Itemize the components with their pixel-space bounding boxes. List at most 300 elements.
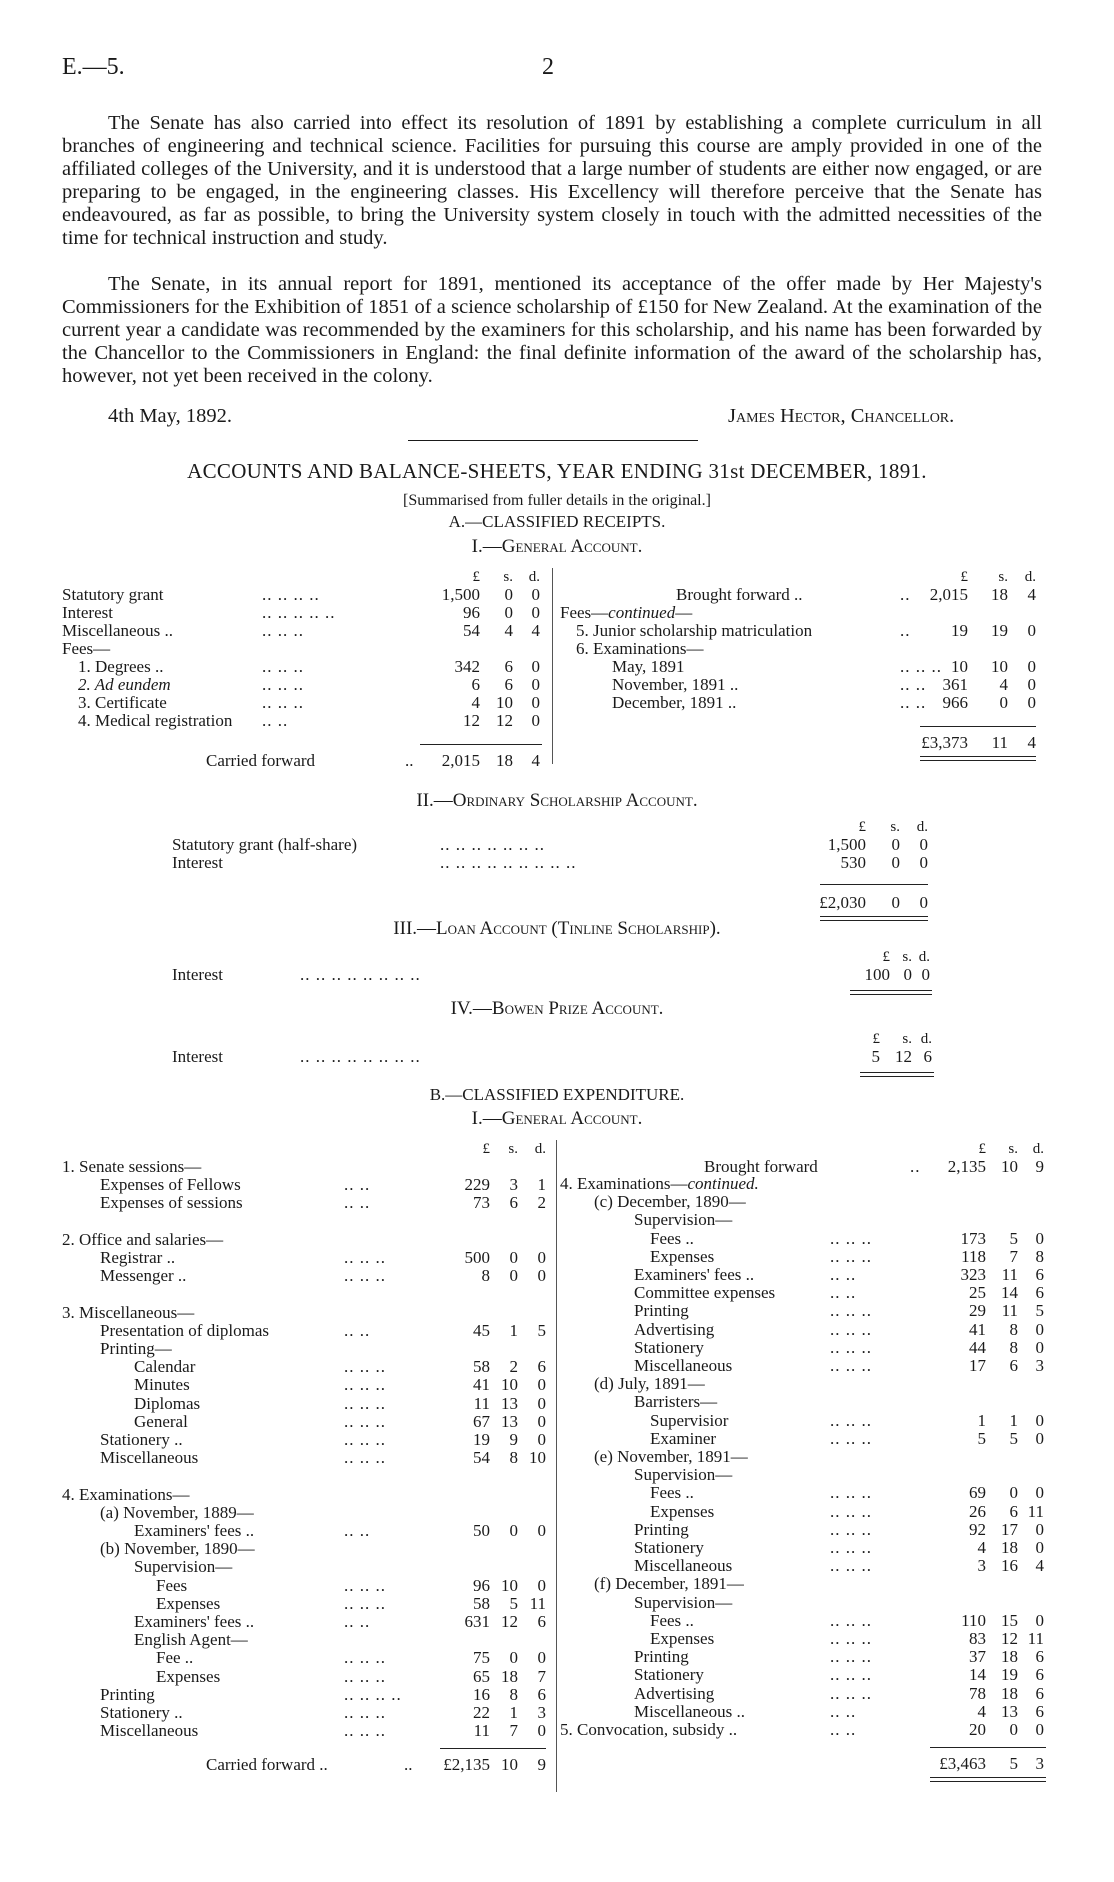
- receipts-left-row-5-pence: 0: [531, 675, 540, 694]
- receipts-right-row-2-shillings: 19: [991, 621, 1008, 640]
- receipts-left-pounds-header: £: [472, 569, 480, 585]
- expenditure-right-row-22-pounds: 3: [977, 1556, 986, 1575]
- loan-heading: III.—Loan Account (Tinline Scholarship).: [393, 918, 721, 939]
- bowen-row-label: Interest: [172, 1047, 223, 1066]
- expenditure-left-row-24-label: Expenses: [156, 1594, 221, 1613]
- expenditure-left-row-20-pounds: 50: [473, 1521, 490, 1540]
- expenditure-right-row-23-label: (f) December, 1891—: [594, 1574, 744, 1593]
- expenditure-right-row-31-pence: 0: [1035, 1720, 1044, 1739]
- expenditure-left-row-2-shillings: 6: [509, 1193, 518, 1212]
- expenditure-right-row-26-pence: 11: [1027, 1629, 1044, 1648]
- expenditure-left-row-19-label: (a) November, 1889—: [100, 1503, 254, 1522]
- expenditure-left-row-12-label: Minutes: [134, 1375, 190, 1394]
- expenditure-right-row-15-label: Examiner: [650, 1429, 717, 1448]
- receipts-right-row-2-pounds: 19: [951, 621, 968, 640]
- expenditure-left-row-11-pence: 6: [537, 1357, 546, 1376]
- expenditure-right-row-26-pounds: 83: [969, 1629, 986, 1648]
- expenditure-heading: B.—CLASSIFIED EXPENDITURE.: [429, 1085, 685, 1104]
- receipts-left-row-2-shillings: 4: [504, 621, 513, 640]
- expenditure-right-row-18-pence: 0: [1035, 1483, 1044, 1502]
- expenditure-left-row-13-leader: .. .. ..: [344, 1394, 386, 1413]
- expenditure-right-row-10-pence: 0: [1035, 1338, 1044, 1357]
- receipts-right-row-1-label: Fees—continued—: [560, 603, 693, 622]
- loan-row-pence: 0: [921, 965, 930, 984]
- receipts-left-carried-leader: ..: [405, 751, 414, 770]
- scholarship-total-rule-2: [820, 920, 928, 921]
- expenditure-left-row-16-leader: .. .. ..: [344, 1448, 386, 1467]
- expenditure-right-row-29-shillings: 18: [1001, 1684, 1018, 1703]
- expenditure-left-row-9-pence: 5: [537, 1321, 546, 1340]
- expenditure-left-row-4-label: 2. Office and salaries—: [62, 1230, 224, 1249]
- receipts-left-carried-label: Carried forward: [206, 751, 316, 770]
- receipts-left-row-3-label: Fees—: [62, 639, 111, 658]
- scholarship-row-1-shillings: 0: [891, 853, 900, 872]
- receipts-right-row-0-leader: ..: [900, 585, 911, 604]
- loan-row-leader: .. .. .. .. .. .. .. ..: [300, 965, 421, 984]
- scholarship-row-0-leader: .. .. .. .. .. .. ..: [440, 835, 545, 854]
- expenditure-left-row-29-shillings: 8: [509, 1685, 518, 1704]
- expenditure-right-row-0-leader: ..: [910, 1157, 921, 1176]
- expenditure-left-row-14-label: General: [134, 1412, 188, 1431]
- expenditure-left-row-31-pence: 0: [537, 1721, 546, 1740]
- expenditure-left-row-15-pounds: 19: [473, 1430, 490, 1449]
- expenditure-right-row-10-label: Stationery: [634, 1338, 704, 1357]
- expenditure-right-row-9-label: Advertising: [634, 1320, 715, 1339]
- bowen-pounds-header: £: [872, 1031, 880, 1047]
- document-reference: E.—5.: [62, 54, 125, 80]
- expenditure-left-row-28-pence: 7: [537, 1667, 546, 1686]
- expenditure-right-row-24-label: Supervision—: [634, 1593, 733, 1612]
- scholarship-pence-header: d.: [916, 819, 928, 835]
- expenditure-right-row-14-pence: 0: [1035, 1411, 1044, 1430]
- expenditure-left-row-24-shillings: 5: [509, 1594, 518, 1613]
- receipts-left-row-6-shillings: 10: [496, 693, 513, 712]
- expenditure-right-row-28-pence: 6: [1035, 1665, 1044, 1684]
- expenditure-left-row-16-pence: 10: [529, 1448, 546, 1467]
- expenditure-left-row-9-shillings: 1: [509, 1321, 518, 1340]
- expenditure-right-row-18-leader: .. .. ..: [830, 1483, 872, 1502]
- scholarship-row-1-leader: .. .. .. .. .. .. .. .. ..: [440, 853, 577, 872]
- expenditure-right-row-10-shillings: 8: [1009, 1338, 1018, 1357]
- receipts-right-pounds-header: £: [960, 569, 968, 585]
- receipts-left-row-2-label: Miscellaneous ..: [62, 621, 173, 640]
- expenditure-right-total-pence: 3: [1035, 1754, 1044, 1773]
- expenditure-left-row-23-shillings: 10: [501, 1576, 518, 1595]
- receipts-left-row-5-pounds: 6: [471, 675, 480, 694]
- scholarship-row-0-label: Statutory grant (half-share): [172, 835, 358, 854]
- receipts-right-row-5-pence: 0: [1027, 675, 1036, 694]
- expenditure-left-row-29-pence: 6: [537, 1685, 546, 1704]
- expenditure-right-row-31-leader: .. ..: [830, 1720, 857, 1739]
- expenditure-right-row-27-leader: .. .. ..: [830, 1647, 872, 1666]
- expenditure-right-row-21-pounds: 4: [977, 1538, 986, 1557]
- expenditure-left-row-20-leader: .. ..: [344, 1521, 371, 1540]
- receipts-left-row-1-label: Interest: [62, 603, 113, 622]
- expenditure-right-row-2-label: (c) December, 1890—: [594, 1192, 746, 1211]
- expenditure-right-row-5-shillings: 7: [1009, 1247, 1018, 1266]
- loan-row-shillings: 0: [903, 965, 912, 984]
- expenditure-left-row-6-pounds: 8: [481, 1266, 490, 1285]
- expenditure-left-row-28-leader: .. .. ..: [344, 1667, 386, 1686]
- intro-paragraph-1: The Senate has also carried into effect its resolution of 1891 by establishing a complete curriculum in all branches of engineering and technical science. Facilities for pursuing this course are amply provided in one of the affiliated colleges of the University, and it is understood that a large number of students are either now engaged, or are preparing to be engaged, in the engineering classes. His Excellency will therefore perceive that the Senate has endeavoured, as far as possible, to bring the University system closely in touch with the admitted necessities of the time for technical instruction and study.: [62, 112, 1042, 249]
- receipts-left-row-7-pounds: 12: [463, 711, 480, 730]
- expenditure-left-row-15-pence: 0: [537, 1430, 546, 1449]
- expenditure-right-row-6-leader: .. ..: [830, 1265, 857, 1284]
- expenditure-left-row-29-leader: .. .. .. ..: [344, 1685, 402, 1704]
- receipts-right-row-4-pence: 0: [1027, 657, 1036, 676]
- expenditure-right-row-10-pounds: 44: [969, 1338, 986, 1357]
- receipts-left-row-4-pence: 0: [531, 657, 540, 676]
- scholarship-heading: II.—Ordinary Scholarship Account.: [416, 790, 698, 811]
- receipts-left-pence-header: d.: [528, 569, 540, 585]
- expenditure-right-row-1-label: 4. Examinations—continued.: [560, 1174, 759, 1193]
- receipts-right-row-2-pence: 0: [1027, 621, 1036, 640]
- expenditure-left-row-30-leader: .. .. ..: [344, 1703, 386, 1722]
- expenditure-left-row-10-label: Printing—: [100, 1339, 172, 1358]
- expenditure-left-row-24-leader: .. .. ..: [344, 1594, 386, 1613]
- bowen-total-rule-2: [860, 1076, 934, 1077]
- receipts-right-row-5-shillings: 4: [999, 675, 1008, 694]
- expenditure-right-row-30-pounds: 4: [977, 1702, 986, 1721]
- expenditure-right-row-30-shillings: 13: [1001, 1702, 1018, 1721]
- expenditure-right-row-14-label: Supervisior: [650, 1411, 729, 1430]
- expenditure-right-row-25-pounds: 110: [961, 1611, 986, 1630]
- expenditure-left-row-13-shillings: 13: [501, 1394, 518, 1413]
- expenditure-right-row-28-label: Stationery: [634, 1665, 704, 1684]
- expenditure-right-row-5-label: Expenses: [650, 1247, 715, 1266]
- expenditure-right-row-21-shillings: 18: [1001, 1538, 1018, 1557]
- expenditure-right-subtotal-rule: [930, 1747, 1046, 1748]
- bowen-shillings-header: s.: [902, 1031, 912, 1047]
- intro-paragraph-2: The Senate, in its annual report for 1891, mentioned its acceptance of the offer made by Her Majesty's Commissioners for the Exhibition of 1851 of a science scholarship of £150 for New Zealand. At the examination of the current year a candidate was recommended by the examiners for this scholarship, and his name has been forwarded by the Chancellor to the Commissioners in England: the final definite information of the award of the scholarship has, however, not yet been received in the colony.: [62, 273, 1042, 387]
- expenditure-left-row-30-label: Stationery ..: [100, 1703, 183, 1722]
- expenditure-right-row-8-leader: .. .. ..: [830, 1301, 872, 1320]
- expenditure-right-row-29-leader: .. .. ..: [830, 1684, 872, 1703]
- expenditure-right-row-19-leader: .. .. ..: [830, 1502, 872, 1521]
- expenditure-left-row-30-pence: 3: [537, 1703, 546, 1722]
- report-date: 4th May, 1892.: [108, 405, 232, 427]
- expenditure-left-row-9-leader: .. ..: [344, 1321, 371, 1340]
- scholarship-row-0-pounds: 1,500: [827, 835, 866, 854]
- expenditure-right-row-6-shillings: 11: [1001, 1265, 1018, 1284]
- expenditure-right-row-8-shillings: 11: [1001, 1301, 1018, 1320]
- expenditure-right-row-15-shillings: 5: [1009, 1429, 1018, 1448]
- receipts-right-row-0-shillings: 18: [991, 585, 1008, 604]
- receipts-left-row-0-shillings: 0: [504, 585, 513, 604]
- receipts-left-row-0-pounds: 1,500: [441, 585, 480, 604]
- accounts-subtitle: [Summarised from fuller details in the original.]: [403, 492, 711, 509]
- expenditure-left-row-12-leader: .. .. ..: [344, 1375, 386, 1394]
- receipts-right-row-5-label: November, 1891 ..: [612, 675, 739, 694]
- expenditure-right-row-21-label: Stationery: [634, 1538, 704, 1557]
- expenditure-right-row-14-leader: .. .. ..: [830, 1411, 872, 1430]
- expenditure-left-carried-shillings: 10: [501, 1755, 518, 1774]
- expenditure-right-row-7-pounds: 25: [969, 1283, 986, 1302]
- receipts-right-row-4-pounds: 10: [951, 657, 968, 676]
- receipts-right-row-5-pounds: 361: [942, 675, 968, 694]
- expenditure-right-total-rule-2: [930, 1781, 1046, 1782]
- expenditure-right-row-11-shillings: 6: [1009, 1356, 1018, 1375]
- section-divider: [408, 440, 698, 441]
- receipts-left-row-6-pence: 0: [531, 693, 540, 712]
- expenditure-left-row-1-leader: .. ..: [344, 1175, 371, 1194]
- expenditure-left-row-14-pence: 0: [537, 1412, 546, 1431]
- receipts-right-pence-header: d.: [1024, 569, 1036, 585]
- expenditure-left-row-2-label: Expenses of sessions: [100, 1193, 243, 1212]
- receipts-right-row-3-label: 6. Examinations—: [576, 639, 704, 658]
- expenditure-right-row-0-label: Brought forward: [704, 1157, 818, 1176]
- loan-shillings-header: s.: [902, 949, 912, 965]
- expenditure-right-row-20-pounds: 92: [969, 1520, 986, 1539]
- expenditure-left-carried-pence: 9: [537, 1755, 546, 1774]
- expenditure-left-row-25-label: Examiners' fees ..: [134, 1612, 255, 1631]
- expenditure-right-row-20-leader: .. .. ..: [830, 1520, 872, 1539]
- expenditure-left-row-14-pounds: 67: [473, 1412, 490, 1431]
- receipts-right-row-6-label: December, 1891 ..: [612, 693, 737, 712]
- expenditure-left-row-1-pence: 1: [537, 1175, 546, 1194]
- receipts-left-row-4-leader: .. .. ..: [262, 657, 304, 676]
- expenditure-right-row-4-shillings: 5: [1009, 1229, 1018, 1248]
- expenditure-left-row-13-pence: 0: [537, 1394, 546, 1413]
- expenditure-right-row-30-pence: 6: [1035, 1702, 1044, 1721]
- expenditure-left-row-20-shillings: 0: [509, 1521, 518, 1540]
- expenditure-right-row-28-shillings: 19: [1001, 1665, 1018, 1684]
- expenditure-left-row-12-shillings: 10: [501, 1375, 518, 1394]
- receipts-right-row-0-pence: 4: [1027, 585, 1036, 604]
- scholarship-total-pence: 0: [919, 893, 928, 912]
- receipts-right-total-pounds: £3,373: [921, 733, 968, 752]
- expenditure-right-row-21-leader: .. .. ..: [830, 1538, 872, 1557]
- receipts-left-carried-pence: 4: [531, 751, 540, 770]
- expenditure-right-row-30-leader: .. ..: [830, 1702, 857, 1721]
- receipts-right-row-2-label: 5. Junior scholarship matriculation: [576, 621, 813, 640]
- expenditure-left-row-20-label: Examiners' fees ..: [134, 1521, 255, 1540]
- expenditure-left-row-31-pounds: 11: [473, 1721, 490, 1740]
- expenditure-right-row-18-shillings: 0: [1009, 1483, 1018, 1502]
- loan-pence-header: d.: [918, 949, 930, 965]
- expenditure-right-row-7-shillings: 14: [1001, 1283, 1018, 1302]
- expenditure-right-row-7-label: Committee expenses: [634, 1283, 776, 1302]
- accounts-title: ACCOUNTS AND BALANCE-SHEETS, YEAR ENDING 31st DECEMBER, 1891.: [187, 459, 927, 483]
- expenditure-right-row-9-pence: 0: [1035, 1320, 1044, 1339]
- expenditure-right-row-0-shillings: 10: [1001, 1157, 1018, 1176]
- expenditure-right-row-11-pence: 3: [1035, 1356, 1044, 1375]
- expenditure-right-row-8-pence: 5: [1035, 1301, 1044, 1320]
- receipts-right-row-5-leader: .. ..: [900, 675, 927, 694]
- receipts-right-row-2-leader: ..: [900, 621, 911, 640]
- receipts-right-row-6-pence: 0: [1027, 693, 1036, 712]
- expenditure-right-row-4-pounds: 173: [960, 1229, 986, 1248]
- expenditure-left-row-23-label: Fees: [156, 1576, 188, 1595]
- loan-row-label: Interest: [172, 965, 223, 984]
- receipts-left-row-6-pounds: 4: [471, 693, 480, 712]
- expenditure-left-row-23-leader: .. .. ..: [344, 1576, 386, 1595]
- receipts-left-subtotal-rule: [420, 744, 542, 745]
- expenditure-right-row-22-leader: .. .. ..: [830, 1556, 872, 1575]
- scholarship-pounds-header: £: [858, 819, 866, 835]
- expenditure-left-row-13-label: Diplomas: [134, 1394, 201, 1413]
- expenditure-right-row-29-label: Advertising: [634, 1684, 715, 1703]
- expenditure-right-row-19-shillings: 6: [1009, 1502, 1018, 1521]
- expenditure-right-row-6-label: Examiners' fees ..: [634, 1265, 755, 1284]
- receipts-right-total-pence: 4: [1027, 733, 1036, 752]
- expenditure-left-row-16-label: Miscellaneous: [100, 1448, 199, 1467]
- expenditure-left-row-27-leader: .. .. ..: [344, 1648, 386, 1667]
- expenditure-left-row-2-pence: 2: [537, 1193, 546, 1212]
- expenditure-right-row-6-pence: 6: [1035, 1265, 1044, 1284]
- receipts-left-row-5-label: 2. Ad eundem: [78, 675, 171, 694]
- expenditure-left-row-23-pounds: 96: [473, 1576, 490, 1595]
- expenditure-right-row-3-label: Supervision—: [634, 1210, 733, 1229]
- expenditure-left-row-27-label: Fee ..: [156, 1648, 194, 1667]
- expenditure-right-row-28-pounds: 14: [969, 1665, 986, 1684]
- expenditure-right-row-15-leader: .. .. ..: [830, 1429, 872, 1448]
- receipts-left-row-5-leader: .. .. ..: [262, 675, 304, 694]
- expenditure-right-row-10-leader: .. .. ..: [830, 1338, 872, 1357]
- expenditure-right-row-7-leader: .. ..: [830, 1283, 857, 1302]
- expenditure-right-row-19-pounds: 26: [969, 1502, 986, 1521]
- expenditure-right-total-rule-1: [930, 1777, 1046, 1778]
- expenditure-left-row-18-label: 4. Examinations—: [62, 1485, 190, 1504]
- expenditure-left-row-14-shillings: 13: [501, 1412, 518, 1431]
- expenditure-left-row-29-pounds: 16: [473, 1685, 490, 1704]
- receipts-right-shillings-header: s.: [998, 569, 1008, 585]
- expenditure-right-row-29-pence: 6: [1035, 1684, 1044, 1703]
- expenditure-left-row-25-leader: .. ..: [344, 1612, 371, 1631]
- scholarship-row-1-label: Interest: [172, 853, 223, 872]
- expenditure-left-row-30-shillings: 1: [509, 1703, 518, 1722]
- bowen-pence-header: d.: [920, 1031, 932, 1047]
- expenditure-left-row-1-label: Expenses of Fellows: [100, 1175, 241, 1194]
- receipts-right-row-6-shillings: 0: [999, 693, 1008, 712]
- signature: James Hector, Chancellor.: [728, 405, 955, 427]
- receipts-left-row-7-shillings: 12: [496, 711, 513, 730]
- expenditure-left-subtotal-rule: [440, 1748, 546, 1749]
- receipts-left-row-1-pounds: 96: [463, 603, 480, 622]
- expenditure-left-row-11-label: Calendar: [134, 1357, 196, 1376]
- expenditure-left-row-27-pounds: 75: [473, 1648, 490, 1667]
- expenditure-left-row-9-label: Presentation of diplomas: [100, 1321, 270, 1340]
- expenditure-right-row-28-leader: .. .. ..: [830, 1665, 872, 1684]
- expenditure-right-row-11-label: Miscellaneous: [634, 1356, 733, 1375]
- expenditure-left-row-6-pence: 0: [537, 1266, 546, 1285]
- expenditure-right-row-30-label: Miscellaneous ..: [634, 1702, 745, 1721]
- expenditure-right-row-22-shillings: 16: [1001, 1556, 1018, 1575]
- receipts-left-shillings-header: s.: [503, 569, 513, 585]
- expenditure-left-row-1-pounds: 229: [464, 1175, 490, 1194]
- receipts-right-row-0-label: Brought forward ..: [676, 585, 803, 604]
- expenditure-left-row-22-label: Supervision—: [134, 1557, 233, 1576]
- expenditure-right-row-26-label: Expenses: [650, 1629, 715, 1648]
- expenditure-left-row-30-pounds: 22: [473, 1703, 490, 1722]
- expenditure-right-row-31-label: 5. Convocation, subsidy ..: [560, 1720, 738, 1739]
- receipts-left-row-1-pence: 0: [531, 603, 540, 622]
- expenditure-right-row-11-leader: .. .. ..: [830, 1356, 872, 1375]
- expenditure-left-carried-label: Carried forward ..: [206, 1755, 328, 1774]
- expenditure-left-row-24-pence: 11: [529, 1594, 546, 1613]
- expenditure-right-total-pounds: £3,463: [939, 1754, 986, 1773]
- expenditure-left-row-25-pence: 6: [537, 1612, 546, 1631]
- bowen-row-leader: .. .. .. .. .. .. .. ..: [300, 1047, 421, 1066]
- expenditure-right-row-12-label: (d) July, 1891—: [594, 1374, 705, 1393]
- receipts-right-row-4-leader: .. .. ..: [900, 657, 942, 676]
- scholarship-row-0-pence: 0: [919, 835, 928, 854]
- receipts-right-subtotal-rule: [920, 726, 1036, 727]
- expenditure-left-row-2-pounds: 73: [473, 1193, 490, 1212]
- loan-total-rule-2: [850, 994, 932, 995]
- receipts-right-total-shillings: 11: [991, 733, 1008, 752]
- expenditure-right-row-20-pence: 0: [1035, 1520, 1044, 1539]
- expenditure-right-row-19-pence: 11: [1027, 1502, 1044, 1521]
- expenditure-right-row-7-pence: 6: [1035, 1283, 1044, 1302]
- expenditure-left-pounds-header: £: [482, 1141, 490, 1157]
- expenditure-left-row-31-label: Miscellaneous: [100, 1721, 199, 1740]
- loan-total-rule-1: [850, 990, 932, 991]
- expenditure-left-row-15-label: Stationery ..: [100, 1430, 183, 1449]
- receipts-right-row-6-pounds: 966: [942, 693, 968, 712]
- expenditure-left-row-25-shillings: 12: [501, 1612, 518, 1631]
- expenditure-right-row-18-pounds: 69: [969, 1483, 986, 1502]
- receipts-left-row-6-leader: .. .. ..: [262, 693, 304, 712]
- expenditure-right-row-21-pence: 0: [1035, 1538, 1044, 1557]
- expenditure-right-row-0-pounds: 2,135: [947, 1157, 986, 1176]
- expenditure-right-row-9-leader: .. .. ..: [830, 1320, 872, 1339]
- receipts-left-row-0-pence: 0: [531, 585, 540, 604]
- expenditure-left-row-15-leader: .. .. ..: [344, 1430, 386, 1449]
- expenditure-left-row-15-shillings: 9: [509, 1430, 518, 1449]
- receipts-left-row-1-leader: .. .. .. .. ..: [262, 603, 336, 622]
- receipts-left-carried-pounds: 2,015: [441, 751, 480, 770]
- expenditure-left-row-20-pence: 0: [537, 1521, 546, 1540]
- expenditure-right-row-31-shillings: 0: [1009, 1720, 1018, 1739]
- expenditure-left-row-16-pounds: 54: [473, 1448, 490, 1467]
- expenditure-right-row-20-label: Printing: [634, 1520, 689, 1539]
- receipts-left-row-6-label: 3. Certificate: [78, 693, 167, 712]
- expenditure-right-row-9-pounds: 41: [969, 1320, 986, 1339]
- loan-pounds-header: £: [882, 949, 890, 965]
- receipts-right-row-4-shillings: 10: [991, 657, 1008, 676]
- expenditure-left-row-9-pounds: 45: [473, 1321, 490, 1340]
- bowen-row-pounds: 5: [871, 1047, 880, 1066]
- page-number: 2: [542, 54, 554, 80]
- expenditure-column-divider: [556, 1140, 557, 1792]
- expenditure-right-row-11-pounds: 17: [969, 1356, 986, 1375]
- expenditure-right-row-9-shillings: 8: [1009, 1320, 1018, 1339]
- receipts-left-row-2-pence: 4: [531, 621, 540, 640]
- expenditure-left-row-11-pounds: 58: [473, 1357, 490, 1376]
- expenditure-right-row-27-pence: 6: [1035, 1647, 1044, 1666]
- expenditure-left-row-26-label: English Agent—: [134, 1630, 248, 1649]
- bowen-heading: IV.—Bowen Prize Account.: [450, 998, 664, 1019]
- expenditure-right-row-25-shillings: 15: [1001, 1611, 1018, 1630]
- expenditure-right-row-16-label: (e) November, 1891—: [594, 1447, 748, 1466]
- expenditure-left-row-0-label: 1. Senate sessions—: [62, 1157, 202, 1176]
- expenditure-right-row-25-leader: .. .. ..: [830, 1611, 872, 1630]
- expenditure-left-row-11-leader: .. .. ..: [344, 1357, 386, 1376]
- expenditure-right-row-5-pounds: 118: [961, 1247, 986, 1266]
- expenditure-left-carried-pounds: £2,135: [443, 1755, 490, 1774]
- receipts-right-row-0-pounds: 2,015: [929, 585, 968, 604]
- bowen-row-shillings: 12: [895, 1047, 912, 1066]
- expenditure-right-row-26-leader: .. .. ..: [830, 1629, 872, 1648]
- receipts-right-row-4-label: May, 1891: [612, 657, 685, 676]
- expenditure-left-row-24-pounds: 58: [473, 1594, 490, 1613]
- expenditure-right-row-14-pounds: 1: [977, 1411, 986, 1430]
- receipts-heading: A.—CLASSIFIED RECEIPTS.: [448, 512, 666, 531]
- expenditure-right-row-22-pence: 4: [1035, 1556, 1044, 1575]
- receipts-left-row-7-label: 4. Medical registration: [78, 711, 233, 730]
- receipts-left-row-2-leader: .. .. ..: [262, 621, 304, 640]
